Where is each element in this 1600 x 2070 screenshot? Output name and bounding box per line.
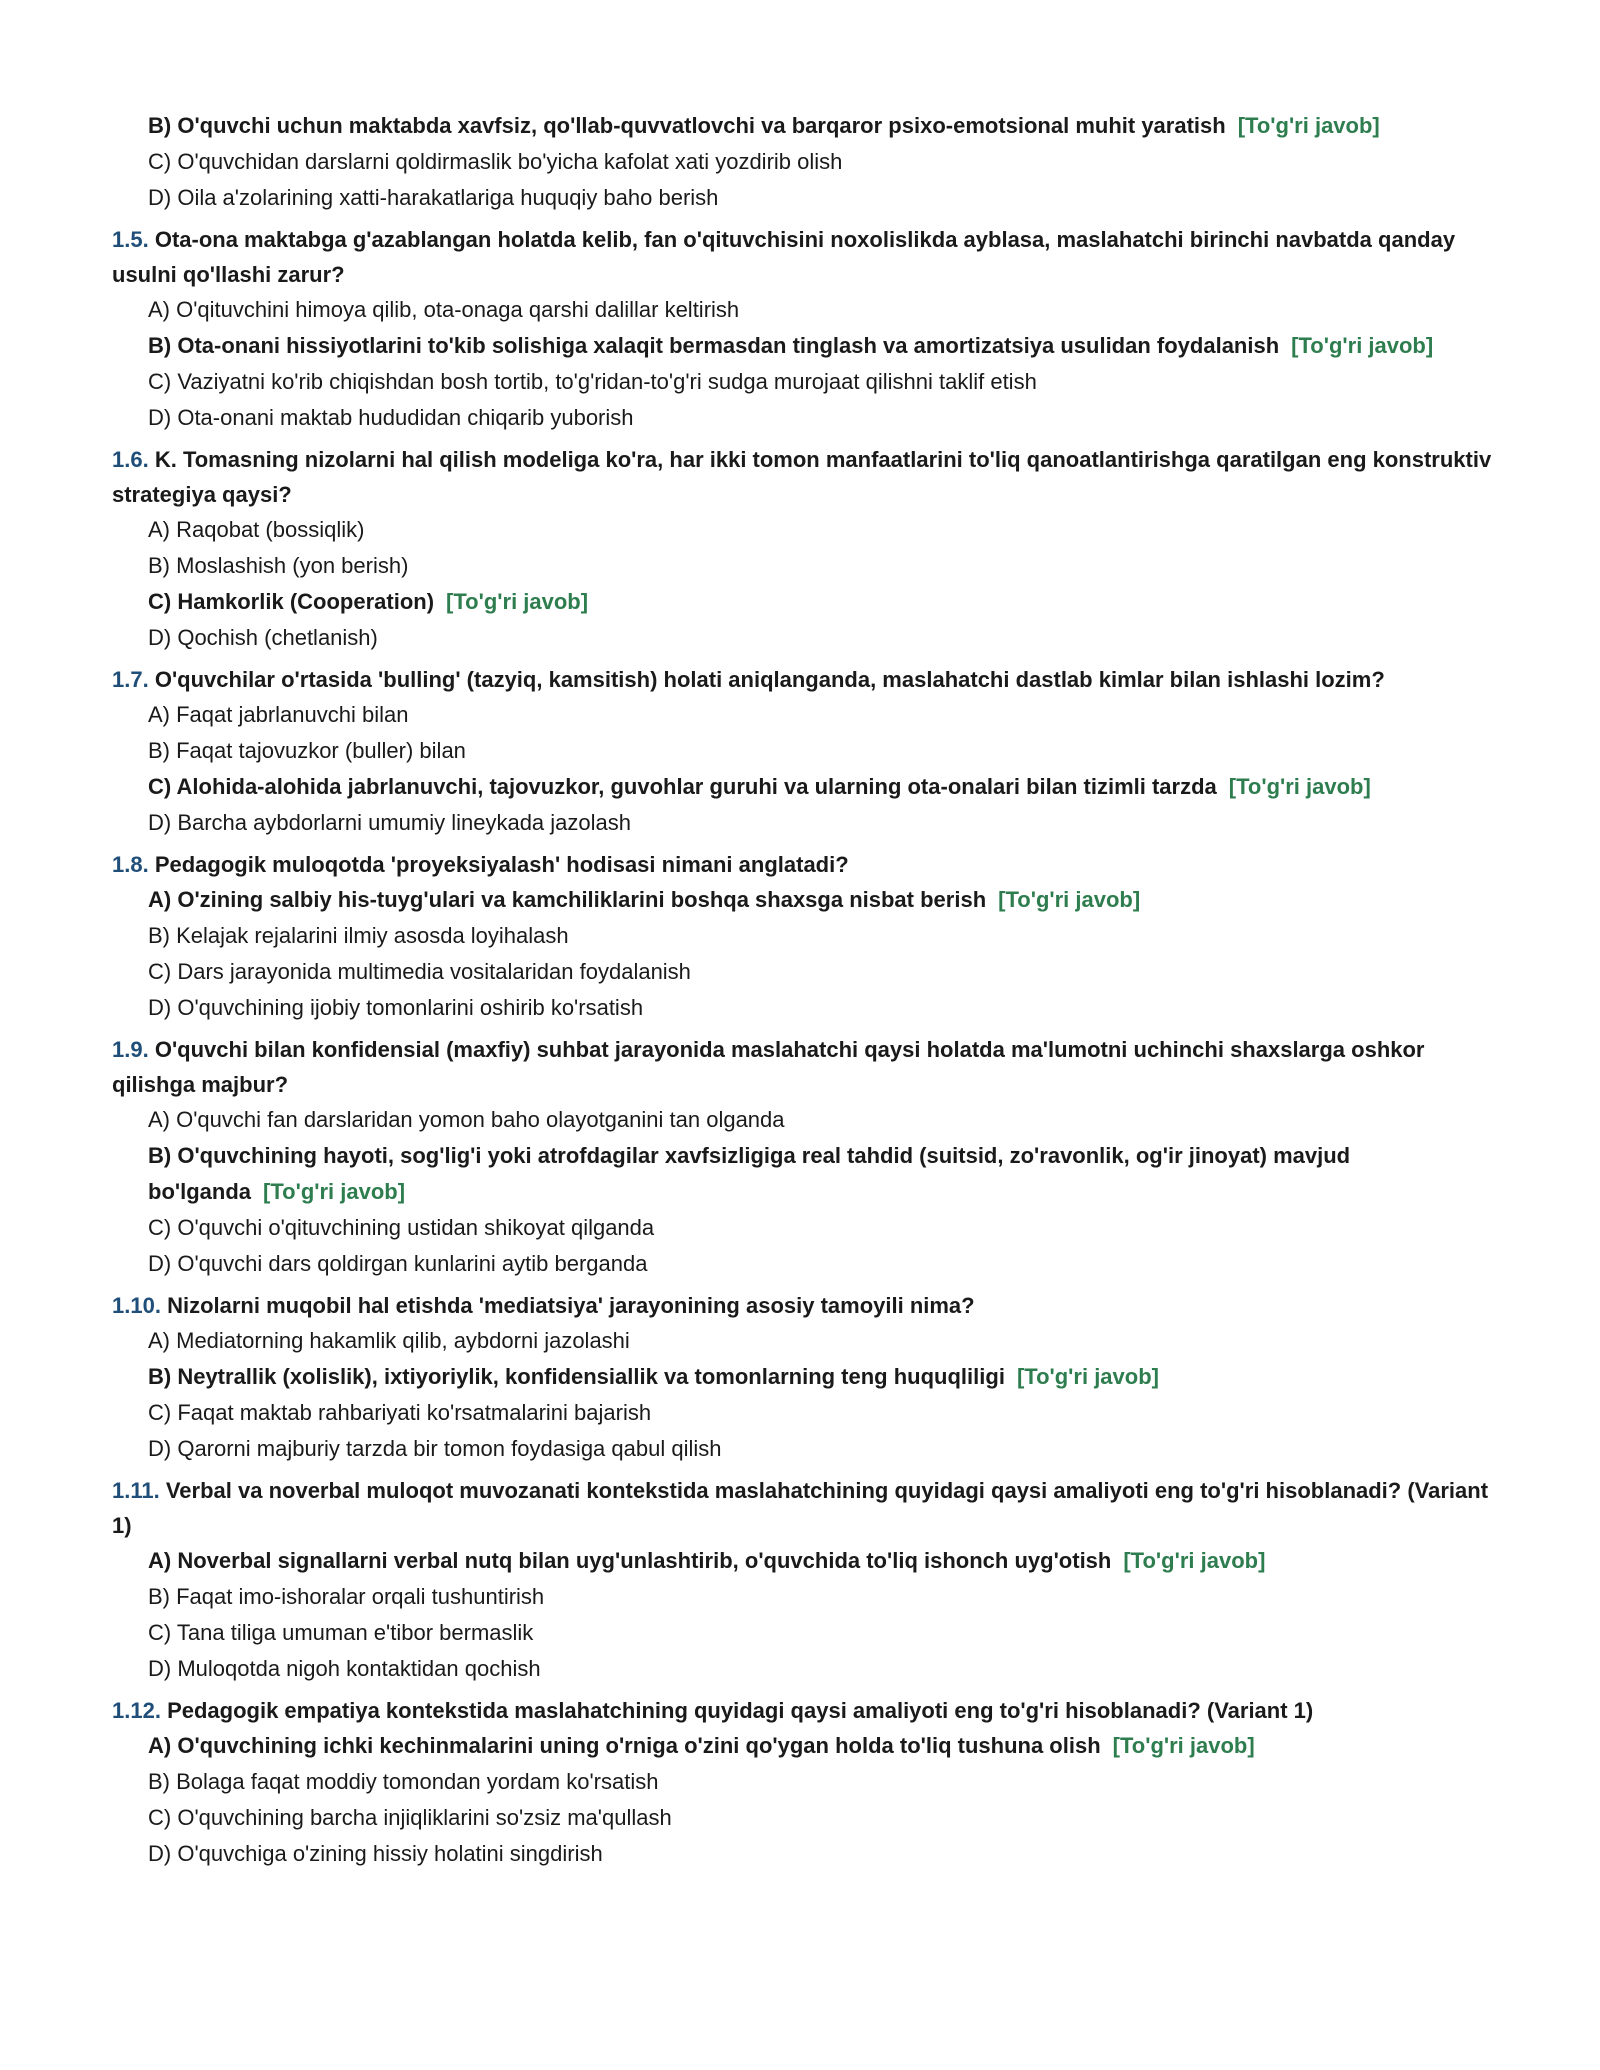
option-text: C) Alohida-alohida jabrlanuvchi, tajovuzkor, guvohlar guruhi va ularning ota-onalari bilan tizimli tarzda [148, 774, 1217, 799]
question-block [112, 1288, 1492, 1467]
question-number: 1.8. [112, 852, 149, 877]
option-text: D) Oila a'zolarining xatti-harakatlariga huquqiy baho berish [148, 185, 719, 210]
option-text: D) O'quvchi dars qoldirgan kunlarini aytib berganda [148, 1251, 648, 1276]
option-text: C) Faqat maktab rahbariyati ko'rsatmalarini bajarish [148, 1400, 652, 1425]
answer-option [112, 292, 1492, 328]
question-body: Nizolarni muqobil hal etishda 'mediatsiya' jarayonining asosiy tamoyili nima? [167, 1293, 975, 1318]
answer-option [112, 990, 1492, 1026]
question-block [112, 442, 1492, 656]
correct-answer-tag: [To'g'ri javob] [1228, 774, 1371, 799]
answer-option-correct [112, 328, 1492, 364]
question-body: K. Tomasning nizolarni hal qilish modeliga ko'ra, har ikki tomon manfaatlarini to'liq qanoatlantirishga qaratilgan eng konstruktiv strategiya qaysi? [112, 447, 1492, 507]
question-body: Verbal va noverbal muloqot muvozanati kontekstida maslahatchining quyidagi qaysi amaliyoti eng to'g'ri hisoblanadi? (Variant 1) [112, 1478, 1489, 1538]
option-text: C) O'quvchidan darslarni qoldirmaslik bo'yicha kafolat xati yozdirib olish [148, 149, 843, 174]
question-block [112, 662, 1492, 841]
option-text: B) Neytrallik (xolislik), ixtiyoriylik, konfidensiallik va tomonlarning teng huquqliligi [148, 1364, 1005, 1389]
option-text: A) Noverbal signallarni verbal nutq bilan uyg'unlashtirib, o'quvchida to'liq ishonch uyg'otish [148, 1548, 1112, 1573]
answer-option [112, 1102, 1492, 1138]
answer-option [112, 1210, 1492, 1246]
answer-option [112, 548, 1492, 584]
option-text: C) Tana tiliga umuman e'tibor bermaslik [148, 1620, 534, 1645]
question-text [112, 1032, 1492, 1102]
answer-option [112, 1579, 1492, 1615]
answer-option-correct [112, 769, 1492, 805]
correct-answer-tag: [To'g'ri javob] [1291, 333, 1434, 358]
correct-answer-tag: [To'g'ri javob] [1123, 1548, 1266, 1573]
answer-option [112, 180, 1492, 216]
option-text: B) Faqat imo-ishoralar orqali tushuntirish [148, 1584, 545, 1609]
correct-answer-tag: [To'g'ri javob] [446, 589, 589, 614]
correct-answer-tag: [To'g'ri javob] [1016, 1364, 1159, 1389]
option-text: A) Faqat jabrlanuvchi bilan [148, 702, 409, 727]
option-text: C) Dars jarayonida multimedia vositalaridan foydalanish [148, 959, 691, 984]
answer-option-correct [112, 1359, 1492, 1395]
question-body: Pedagogik empatiya kontekstida maslahatchining quyidagi qaysi amaliyoti eng to'g'ri hisoblanadi? (Variant 1) [167, 1698, 1314, 1723]
answer-option [112, 1395, 1492, 1431]
answer-option-correct [112, 882, 1492, 918]
question-number: 1.6. [112, 447, 149, 472]
question-block [112, 847, 1492, 1026]
question-block [112, 1473, 1492, 1687]
answer-option [112, 620, 1492, 656]
option-text: C) O'quvchi o'qituvchining ustidan shikoyat qilganda [148, 1215, 655, 1240]
option-text: B) Faqat tajovuzkor (buller) bilan [148, 738, 466, 763]
correct-answer-tag: [To'g'ri javob] [998, 887, 1141, 912]
option-text: B) Ota-onani hissiyotlarini to'kib solishiga xalaqit bermasdan tinglash va amortizatsiya usulidan foydalanish [148, 333, 1280, 358]
quiz-content [112, 108, 1492, 1872]
option-text: C) Hamkorlik (Cooperation) [148, 589, 435, 614]
correct-answer-tag: [To'g'ri javob] [1112, 1733, 1255, 1758]
option-text: C) Vaziyatni ko'rib chiqishdan bosh tortib, to'g'ridan-to'g'ri sudga murojaat qilishni taklif etish [148, 369, 1037, 394]
option-text: D) O'quvchiga o'zining hissiy holatini singdirish [148, 1841, 603, 1866]
answer-option [112, 400, 1492, 436]
option-text: B) O'quvchining hayoti, sog'lig'i yoki atrofdagilar xavfsizligiga real tahdid (suitsid, zo'ravonlik, og'ir jinoyat) mavjud bo'lganda [148, 1143, 1351, 1204]
question-text [112, 1473, 1492, 1543]
question-body: O'quvchilar o'rtasida 'bulling' (tazyiq, kamsitish) holati aniqlanganda, maslahatchi dastlab kimlar bilan ishlashi lozim? [154, 667, 1385, 692]
question-body: Pedagogik muloqotda 'proyeksiyalash' hodisasi nimani anglatadi? [154, 852, 849, 877]
answer-option [112, 1800, 1492, 1836]
answer-option [112, 697, 1492, 733]
answer-option [112, 733, 1492, 769]
question-text [112, 662, 1492, 697]
question-text [112, 442, 1492, 512]
question-block [112, 1032, 1492, 1282]
question-body: Ota-ona maktabga g'azablangan holatda kelib, fan o'qituvchisini noxolislikda ayblasa, maslahatchi birinchi navbatda qanday usulni qo'llashi zarur? [112, 227, 1456, 287]
option-text: A) O'quvchining ichki kechinmalarini uning o'rniga o'zini qo'ygan holda to'liq tushuna olish [148, 1733, 1101, 1758]
question-text [112, 1693, 1492, 1728]
question-text [112, 1288, 1492, 1323]
option-text: A) O'qituvchini himoya qilib, ota-onaga qarshi dalillar keltirish [148, 297, 740, 322]
question-number: 1.9. [112, 1037, 149, 1062]
question-number: 1.10. [112, 1293, 161, 1318]
option-text: D) O'quvchining ijobiy tomonlarini oshirib ko'rsatish [148, 995, 644, 1020]
answer-option [112, 805, 1492, 841]
question-number: 1.12. [112, 1698, 161, 1723]
answer-option [112, 512, 1492, 548]
option-text: D) Qarorni majburiy tarzda bir tomon foydasiga qabul qilish [148, 1436, 722, 1461]
answer-option [112, 954, 1492, 990]
option-text: D) Ota-onani maktab hududidan chiqarib yuborish [148, 405, 634, 430]
answer-option-correct [112, 1138, 1492, 1210]
question-block [112, 222, 1492, 436]
answer-option [112, 1323, 1492, 1359]
answer-option [112, 1615, 1492, 1651]
option-text: A) O'quvchi fan darslaridan yomon baho olayotganini tan olganda [148, 1107, 785, 1132]
answer-option [112, 918, 1492, 954]
answer-option [112, 1764, 1492, 1800]
answer-option [112, 1651, 1492, 1687]
option-text: D) Muloqotda nigoh kontaktidan qochish [148, 1656, 541, 1681]
option-text: D) Barcha aybdorlarni umumiy lineykada jazolash [148, 810, 632, 835]
question-block [112, 1693, 1492, 1872]
question-number: 1.11. [112, 1478, 160, 1503]
option-text: B) O'quvchi uchun maktabda xavfsiz, qo'llab-quvvatlovchi va barqaror psixo-emotsional muhit yaratish [148, 113, 1226, 138]
answer-option-correct [112, 1543, 1492, 1579]
option-text: B) Kelajak rejalarini ilmiy asosda loyihalash [148, 923, 569, 948]
correct-answer-tag: [To'g'ri javob] [263, 1179, 406, 1204]
option-text: A) Raqobat (bossiqlik) [148, 517, 365, 542]
answer-option [112, 1836, 1492, 1872]
question-body: O'quvchi bilan konfidensial (maxfiy) suhbat jarayonida maslahatchi qaysi holatda ma'lumotni uchinchi shaxslarga oshkor qilishga majbur? [112, 1037, 1425, 1097]
question-text [112, 222, 1492, 292]
question-text [112, 847, 1492, 882]
correct-answer-tag: [To'g'ri javob] [1237, 113, 1380, 138]
answer-option-correct [112, 1728, 1492, 1764]
option-text: D) Qochish (chetlanish) [148, 625, 378, 650]
option-text: B) Bolaga faqat moddiy tomondan yordam ko'rsatish [148, 1769, 659, 1794]
answer-option [112, 364, 1492, 400]
answer-option-correct [112, 584, 1492, 620]
option-text: B) Moslashish (yon berish) [148, 553, 409, 578]
option-text: A) O'zining salbiy his-tuyg'ulari va kamchiliklarini boshqa shaxsga nisbat berish [148, 887, 987, 912]
question-number: 1.5. [112, 227, 149, 252]
answer-option [112, 1246, 1492, 1282]
option-text: A) Mediatorning hakamlik qilib, aybdorni jazolashi [148, 1328, 630, 1353]
answer-option-correct [112, 108, 1492, 144]
question-number: 1.7. [112, 667, 149, 692]
answer-option [112, 1431, 1492, 1467]
option-text: C) O'quvchining barcha injiqliklarini so'zsiz ma'qullash [148, 1805, 672, 1830]
answer-option [112, 144, 1492, 180]
